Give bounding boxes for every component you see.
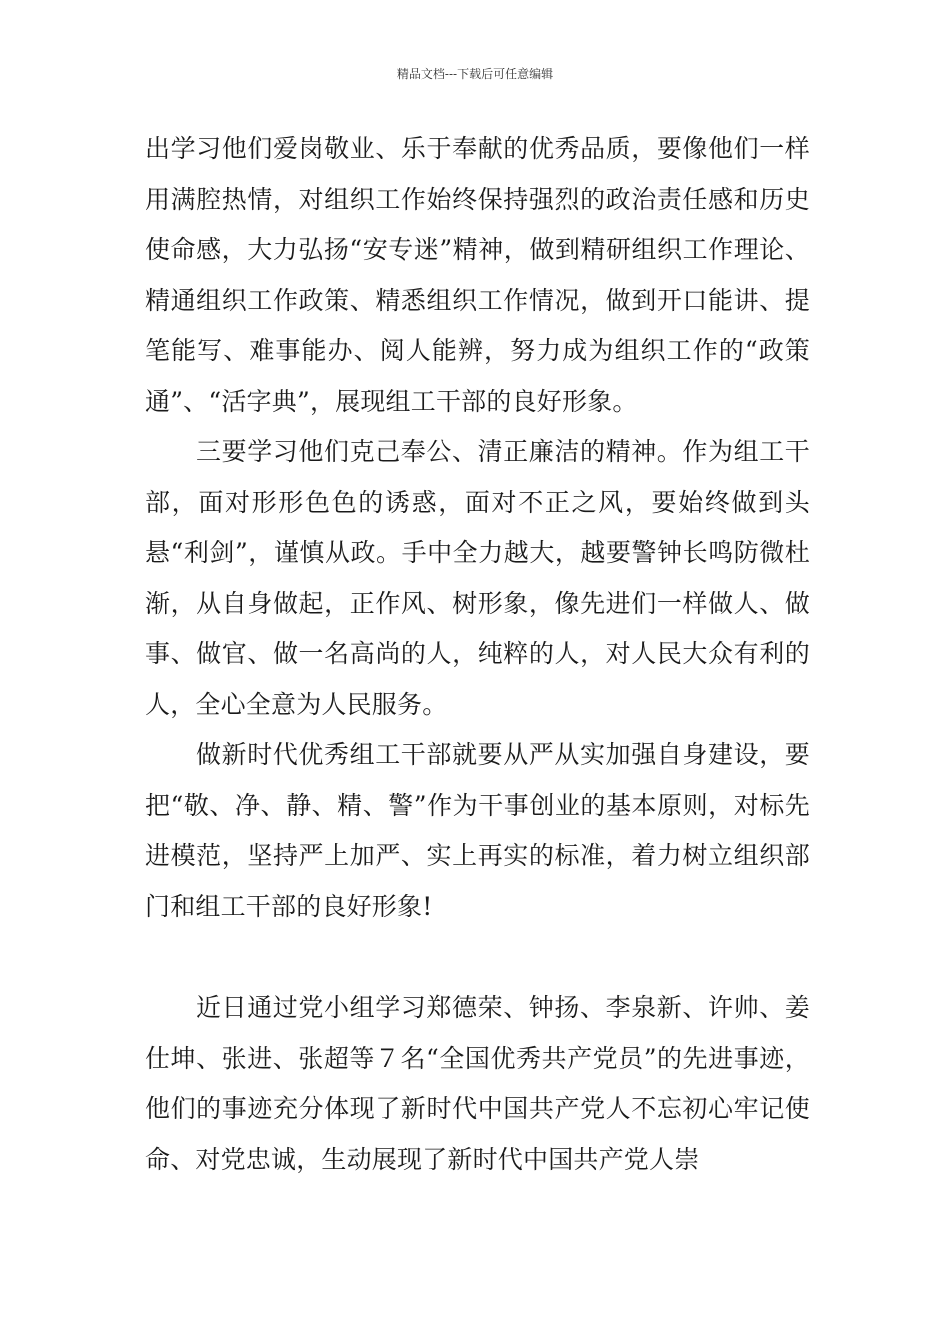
document-body [145, 124, 810, 1185]
page-header: 精品文档---下载后可任意编辑 [396, 67, 554, 81]
paragraph-new-section: 近日通过党小组学习郑德荣、钟扬、李泉新、许帅、姜仕坤、张进、张超等７名“全国优秀共产党员”的先进事迹，他们的事迹充分体现了新时代中国共产党人不忘初心牢记使命、对党忠诚，生动展现了新时代中国共产党人崇 [145, 993, 810, 1174]
paragraph-conclusion: 做新时代优秀组工干部就要从严从实加强自身建设，要把“敬、净、静、精、警”作为干事创业的基本原则，对标先进模范，坚持严上加严、实上再实的标准，着力树立组织部门和组工干部的良好形象! [145, 740, 810, 921]
paragraph-third-point: 三要学习他们克己奉公、清正廉洁的精神。作为组工干部，面对形形色色的诱惑，面对不正之风，要始终做到头悬“利剑”，谨慎从政。手中全力越大，越要警钟长鸣防微杜渐，从自身做起，正作风、树形象，像先进们一样做人、做事、做官、做一名高尚的人，纯粹的人，对人民大众有利的人，全心全意为人民服务。 [145, 437, 810, 719]
paragraph-continuation: 出学习他们爱岗敬业、乐于奉献的优秀品质，要像他们一样用满腔热情，对组织工作始终保持强烈的政治责任感和历史使命感，大力弘扬“安专迷”精神，做到精研组织工作理论、精通组织工作政策、精悉组织工作情况，做到开口能讲、提笔能写、难事能办、阅人能辨，努力成为组织工作的“政策通”、“活字典”，展现组工干部的良好形象。 [145, 134, 810, 416]
